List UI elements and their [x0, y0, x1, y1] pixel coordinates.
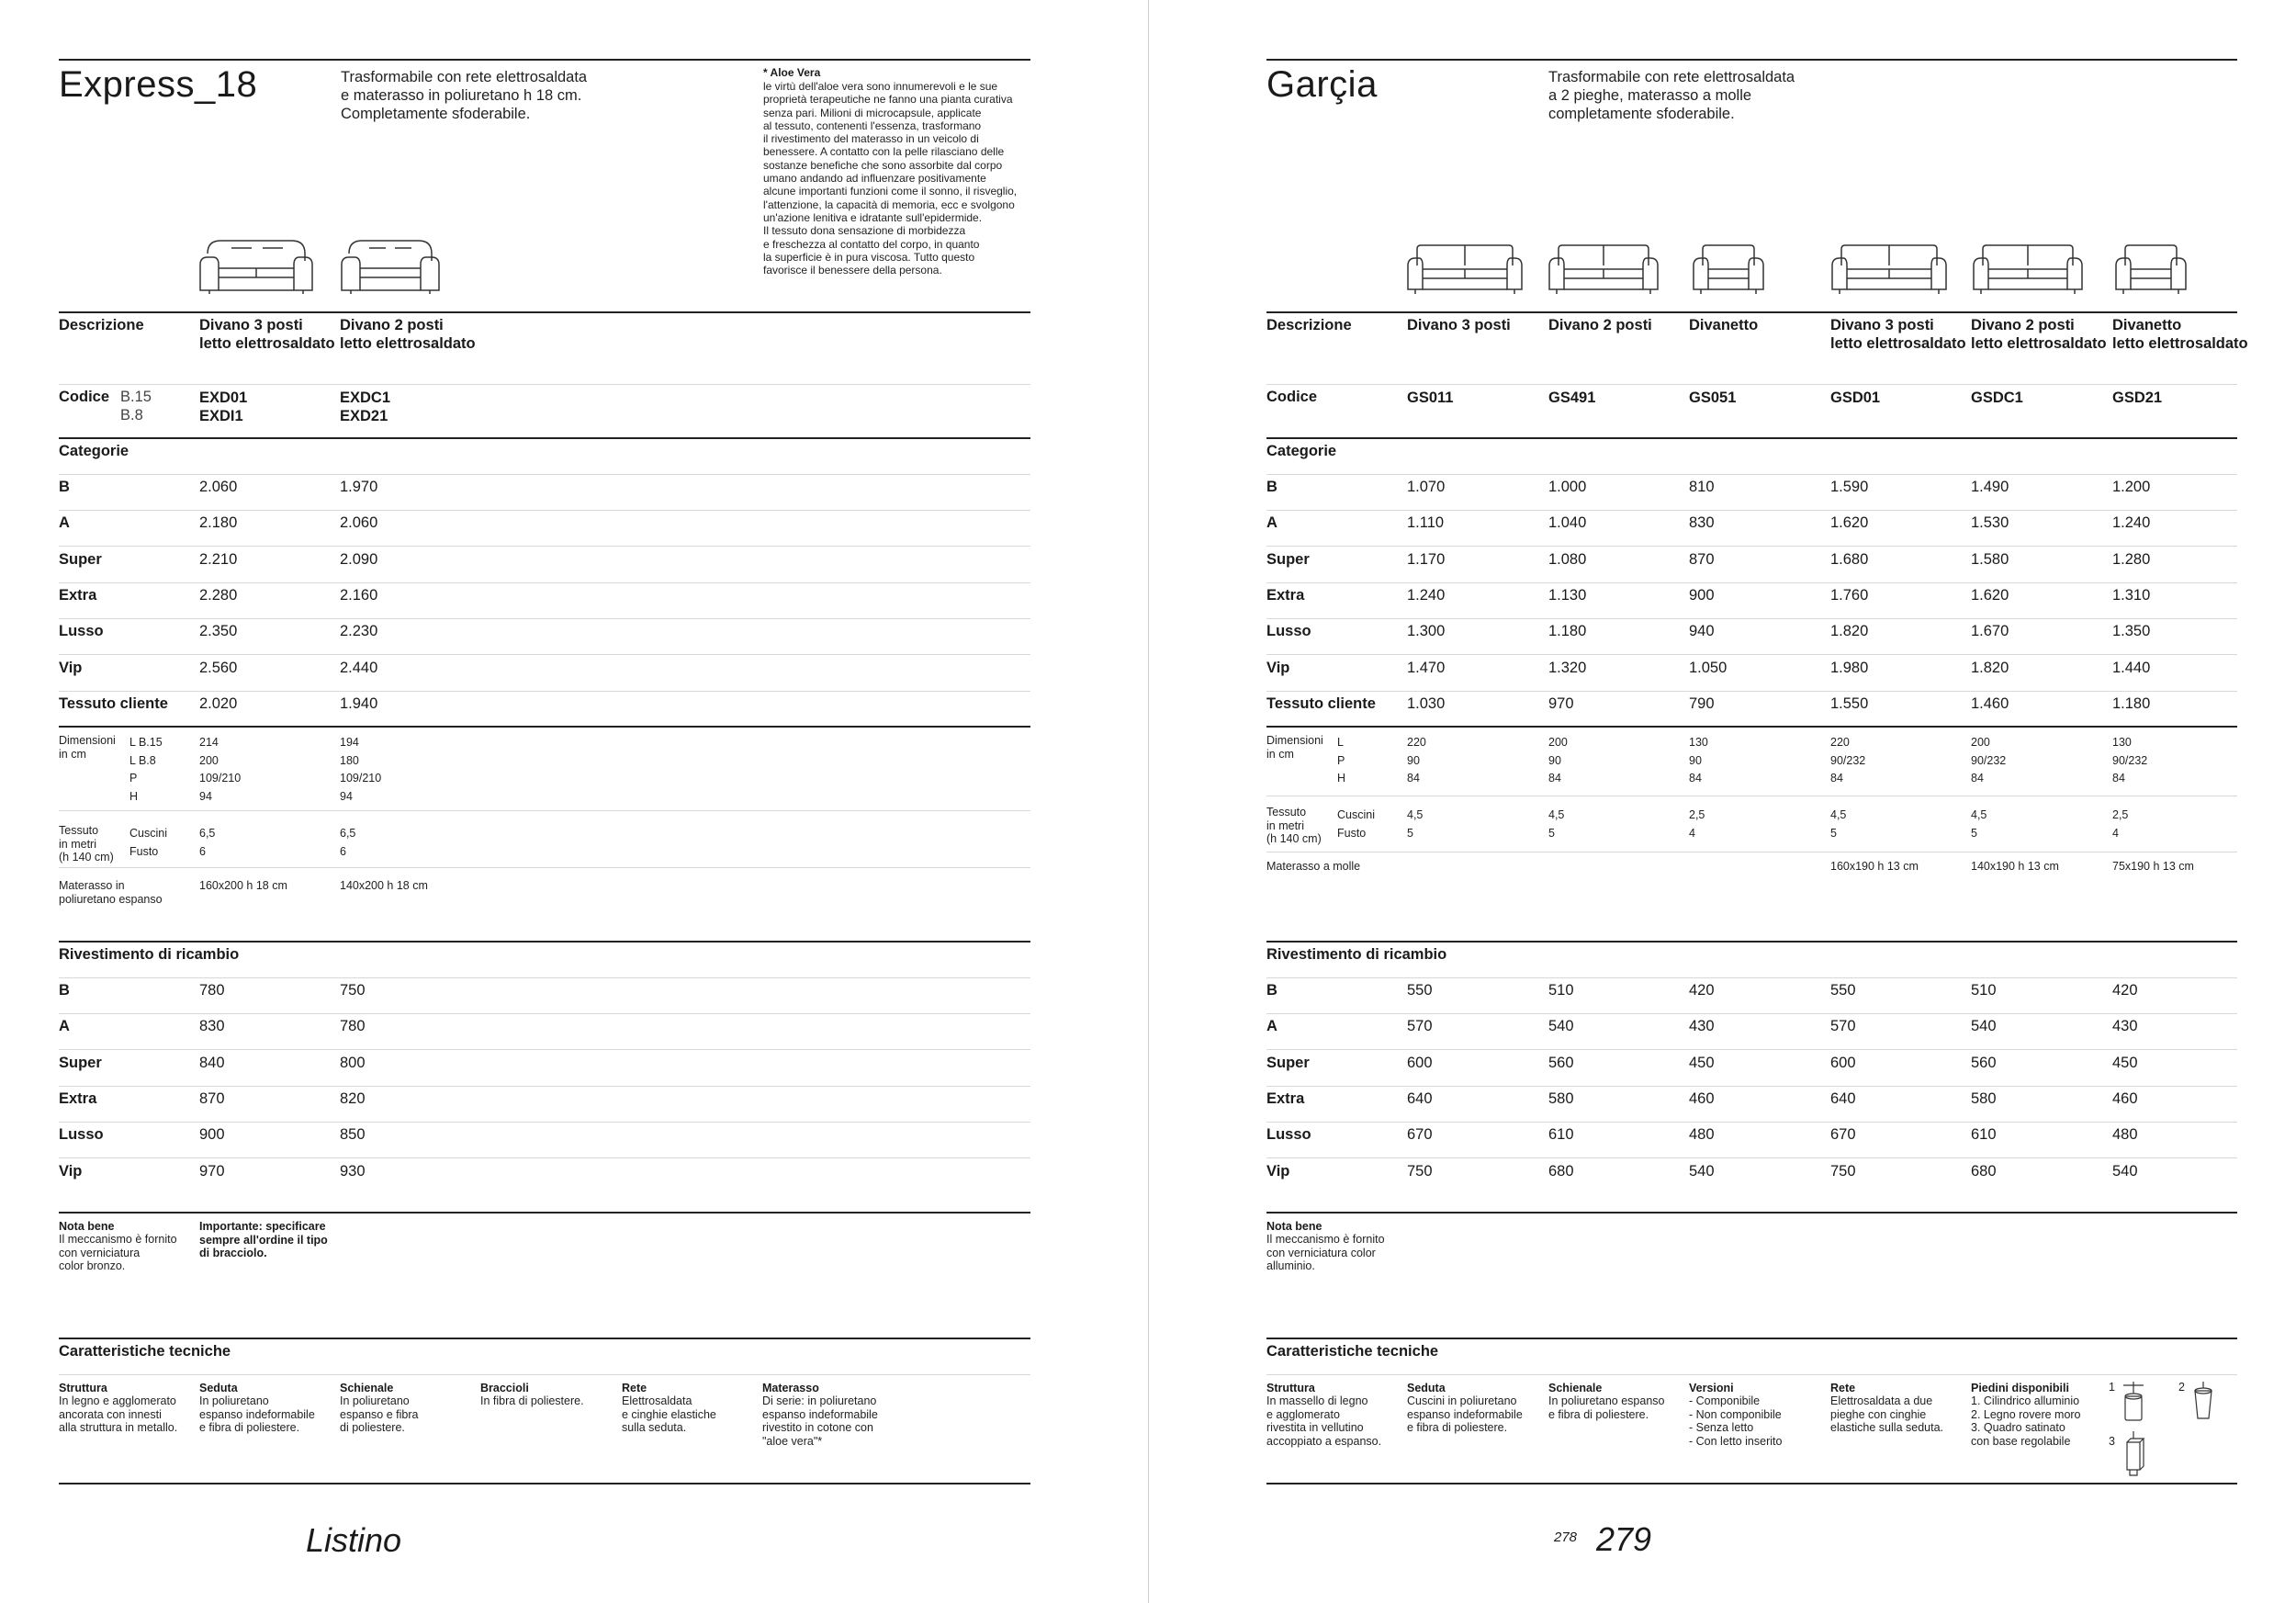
product-title: Express_18	[59, 64, 258, 105]
row-divider	[1266, 474, 2237, 475]
section-rule	[1266, 1338, 2237, 1339]
price-cell: 1.200	[2112, 479, 2151, 495]
price-cell: 420	[1689, 982, 1715, 999]
tech-title: Struttura	[1266, 1382, 1315, 1394]
column-header: Divanetto	[1689, 317, 1759, 333]
price-cell: 1.580	[1971, 550, 2009, 568]
price-cell: 900	[199, 1126, 225, 1144]
price-cell: 2.060	[340, 514, 378, 532]
category-label: A	[1266, 514, 1277, 532]
page-number-small: 278	[1554, 1530, 1578, 1545]
price-cell: 1.680	[1830, 550, 1869, 568]
price-cell: 510	[1971, 982, 1997, 999]
sofa-3-seat-icon	[198, 237, 314, 296]
price-cell: 750	[1830, 1162, 1856, 1180]
column-header: Divano 3 posti letto elettrosaldato	[1830, 317, 1966, 352]
price-cell: 460	[1689, 1089, 1715, 1107]
price-cell: 540	[1548, 1018, 1574, 1035]
sofa-2-seat-icon	[340, 237, 441, 296]
row-divider	[59, 582, 1030, 583]
cylindrical-foot-icon	[2122, 1378, 2145, 1426]
price-cell: 1.300	[1407, 623, 1446, 640]
codice-label: Codice	[59, 389, 110, 405]
price-cell: 430	[2112, 1018, 2138, 1035]
price-cell: 1.080	[1548, 550, 1587, 568]
price-cell: 1.980	[1830, 659, 1869, 676]
sofa-bed-2-seat-front-icon	[1972, 242, 2084, 297]
price-cell: 560	[1548, 1054, 1574, 1071]
price-cell: 850	[340, 1126, 366, 1144]
price-cell: 2.280	[199, 586, 238, 604]
product-code: EXDC1 EXD21	[340, 389, 391, 424]
note-text: Il meccanismo è fornito con verniciatura color alluminio.	[1266, 1233, 1385, 1272]
dimensions-values: 214 200 109/210 94	[199, 736, 242, 803]
price-cell: 2.060	[199, 479, 238, 495]
row-divider	[59, 1013, 1030, 1014]
price-cell: 1.760	[1830, 586, 1869, 604]
price-cell: 1.970	[340, 479, 378, 495]
tech-text: Cuscini in poliuretano espanso indeformabile e fibra di poliestere.	[1407, 1394, 1523, 1434]
category-label: Extra	[1266, 1089, 1305, 1107]
row-divider	[1266, 510, 2237, 511]
mattress-label: Materasso a molle	[1266, 860, 1361, 873]
categorie-label: Categorie	[1266, 443, 1337, 459]
tech-label: Caratteristiche tecniche	[59, 1343, 231, 1360]
categorie-label: Categorie	[59, 443, 129, 459]
product-code: EXD01 EXDI1	[199, 389, 248, 424]
row-divider	[1266, 582, 2237, 583]
category-label: B	[59, 479, 70, 495]
row-divider	[1266, 1157, 2237, 1158]
sofa-3-seat-front-icon	[1406, 242, 1524, 297]
category-label: Extra	[59, 586, 97, 604]
dimensions-label: Dimensioni in cm	[59, 734, 116, 761]
replacement-cover-label: Rivestimento di ricambio	[59, 946, 240, 963]
fabric-sub: Cuscini Fusto	[129, 827, 167, 858]
price-cell: 1.170	[1407, 550, 1446, 568]
price-cell: 1.440	[2112, 659, 2151, 676]
tech-title: Schienale	[1548, 1382, 1603, 1394]
section-rule	[1266, 1212, 2237, 1214]
row-divider	[1266, 1374, 2237, 1375]
tech-label: Caratteristiche tecniche	[1266, 1343, 1439, 1360]
foot-number: 3	[2109, 1435, 2115, 1448]
tech-text: In legno e agglomerato ancorata con innesti alla struttura in metallo.	[59, 1394, 178, 1434]
price-cell: 1.620	[1830, 514, 1869, 532]
codice-sub: B.8	[120, 407, 143, 423]
section-rule	[59, 941, 1030, 943]
column-header: Divano 3 posti	[1407, 317, 1511, 333]
price-cell: 780	[340, 1018, 366, 1035]
price-cell: 2.020	[199, 694, 238, 712]
price-cell: 1.310	[2112, 586, 2151, 604]
square-foot-icon	[2122, 1429, 2145, 1479]
price-cell: 540	[1689, 1162, 1715, 1180]
tech-text: In poliuretano espanso indeformabile e fibra di poliestere.	[199, 1394, 315, 1434]
price-cell: 480	[1689, 1126, 1715, 1144]
price-cell: 2.230	[340, 623, 378, 640]
price-cell: 1.070	[1407, 479, 1446, 495]
row-divider	[1266, 1122, 2237, 1123]
price-cell: 460	[2112, 1089, 2138, 1107]
price-cell: 970	[1548, 694, 1574, 712]
category-label: Extra	[59, 1089, 97, 1107]
foot-number: 2	[2178, 1381, 2185, 1394]
price-cell: 2.210	[199, 550, 238, 568]
tech-title: Braccioli	[480, 1382, 529, 1394]
dimensions-value: 130 90 84	[1689, 736, 1708, 785]
row-divider	[1266, 1013, 2237, 1014]
price-cell: 940	[1689, 623, 1715, 640]
price-cell: 680	[1971, 1162, 1997, 1180]
product-code: GSDC1	[1971, 389, 2023, 406]
dimensions-value: 200 90/232 84	[1971, 736, 2007, 785]
section-rule	[1266, 437, 2237, 439]
price-cell: 1.670	[1971, 623, 2009, 640]
row-divider	[1266, 1086, 2237, 1087]
product-code: GSD21	[2112, 389, 2163, 406]
price-cell: 540	[1971, 1018, 1997, 1035]
price-cell: 1.240	[2112, 514, 2151, 532]
fabric-sub: Cuscini Fusto	[1337, 808, 1375, 840]
price-cell: 570	[1830, 1018, 1856, 1035]
category-label: Lusso	[1266, 623, 1311, 640]
codice-sub: B.15	[120, 389, 152, 405]
row-divider	[1266, 384, 2237, 385]
tech-title: Seduta	[199, 1382, 238, 1394]
column-header: Divanetto letto elettrosaldato	[2112, 317, 2248, 352]
price-cell: 840	[199, 1054, 225, 1071]
dimensions-value: 200 90 84	[1548, 736, 1568, 785]
page-number: 279	[1596, 1520, 1652, 1558]
tech-text: Elettrosaldata e cinghie elastiche sulla seduta.	[622, 1394, 716, 1434]
price-cell: 570	[1407, 1018, 1433, 1035]
mattress-value: 160x200 h 18 cm	[199, 879, 287, 892]
category-label: Vip	[1266, 659, 1290, 676]
tech-title: Materasso	[762, 1382, 819, 1394]
row-divider	[59, 977, 1030, 978]
category-label: Tessuto cliente	[1266, 694, 1376, 712]
section-rule	[59, 1212, 1030, 1214]
footer-listino: Listino	[306, 1521, 402, 1559]
price-cell: 430	[1689, 1018, 1715, 1035]
price-cell: 1.620	[1971, 586, 2009, 604]
price-cell: 1.590	[1830, 479, 1869, 495]
price-cell: 2.180	[199, 514, 238, 532]
row-divider	[1266, 1049, 2237, 1050]
tech-text: Di serie: in poliuretano espanso indeformabile rivestito in cotone con "aloe vera"*	[762, 1394, 878, 1448]
category-label: Tessuto cliente	[59, 694, 168, 712]
row-divider	[59, 618, 1030, 619]
row-divider	[59, 867, 1030, 868]
price-cell: 670	[1407, 1126, 1433, 1144]
column-header: Divano 2 posti	[1548, 317, 1652, 333]
price-cell: 1.490	[1971, 479, 2009, 495]
price-cell: 450	[1689, 1054, 1715, 1071]
price-cell: 2.440	[340, 659, 378, 676]
category-label: Vip	[59, 1162, 83, 1180]
price-cell: 750	[340, 982, 366, 999]
row-divider	[1266, 546, 2237, 547]
price-cell: 420	[2112, 982, 2138, 999]
price-cell: 550	[1407, 982, 1433, 999]
price-cell: 1.180	[2112, 694, 2151, 712]
tech-title: Versioni	[1689, 1382, 1734, 1394]
top-rule	[59, 59, 1030, 61]
row-divider	[59, 691, 1030, 692]
dimensions-values: 194 180 109/210 94	[340, 736, 382, 803]
tech-text: - Componibile - Non componibile - Senza letto - Con letto inserito	[1689, 1394, 1783, 1448]
column-header: Divano 2 posti letto elettrosaldato	[1971, 317, 2107, 352]
page-spine	[1148, 0, 1149, 1603]
price-cell: 560	[1971, 1054, 1997, 1071]
row-divider	[59, 384, 1030, 385]
price-cell: 1.940	[340, 694, 378, 712]
price-cell: 1.240	[1407, 586, 1446, 604]
category-label: Vip	[1266, 1162, 1290, 1180]
fabric-value: 2,5 4	[1689, 808, 1705, 840]
price-cell: 2.560	[199, 659, 238, 676]
mattress-label: Materasso in poliuretano espanso	[59, 879, 163, 906]
fabric-value: 4,5 5	[1407, 808, 1424, 840]
foot-number: 1	[2109, 1381, 2115, 1394]
row-divider	[59, 1157, 1030, 1158]
row-divider	[1266, 654, 2237, 655]
row-divider	[59, 546, 1030, 547]
price-cell: 930	[340, 1162, 366, 1180]
descrizione-label: Descrizione	[1266, 317, 1352, 333]
row-divider	[1266, 977, 2237, 978]
header-rule	[1266, 311, 2237, 313]
tech-title: Rete	[1830, 1382, 1856, 1394]
price-cell: 970	[199, 1162, 225, 1180]
category-label: Super	[59, 550, 102, 568]
row-divider	[59, 1374, 1030, 1375]
note-text: Il meccanismo è fornito con verniciatura color bronzo.	[59, 1233, 177, 1272]
category-label: B	[59, 982, 70, 999]
price-cell: 1.550	[1830, 694, 1869, 712]
category-label: A	[59, 1018, 70, 1035]
sofa-bed-3-seat-front-icon	[1830, 242, 1948, 297]
price-cell: 900	[1689, 586, 1715, 604]
mattress-value: 140x190 h 13 cm	[1971, 860, 2059, 873]
price-cell: 1.130	[1548, 586, 1587, 604]
fabric-value: 4,5 5	[1830, 808, 1847, 840]
mattress-value: 160x190 h 13 cm	[1830, 860, 1919, 873]
price-cell: 1.180	[1548, 623, 1587, 640]
section-rule	[59, 1338, 1030, 1339]
price-cell: 1.820	[1971, 659, 2009, 676]
price-cell: 800	[340, 1054, 366, 1071]
price-cell: 870	[1689, 550, 1715, 568]
category-label: B	[1266, 479, 1277, 495]
tech-text: 1. Cilindrico alluminio 2. Legno rovere moro 3. Quadro satinato con base regolabile	[1971, 1394, 2081, 1448]
section-rule	[1266, 941, 2237, 943]
mattress-value: 75x190 h 13 cm	[2112, 860, 2194, 873]
price-cell: 1.350	[2112, 623, 2151, 640]
header-rule	[59, 311, 1030, 313]
price-cell: 600	[1407, 1054, 1433, 1071]
price-cell: 750	[1407, 1162, 1433, 1180]
price-cell: 1.110	[1407, 514, 1445, 532]
price-cell: 600	[1830, 1054, 1856, 1071]
section-rule	[59, 726, 1030, 728]
price-cell: 2.160	[340, 586, 378, 604]
armchair-bed-front-icon	[2114, 242, 2188, 297]
column-header: Divano 3 posti letto elettrosaldato	[199, 317, 335, 352]
row-divider	[1266, 618, 2237, 619]
price-cell: 580	[1548, 1089, 1574, 1107]
wooden-foot-icon	[2191, 1378, 2215, 1426]
price-cell: 550	[1830, 982, 1856, 999]
tech-text: In poliuretano espanso e fibra di poliestere.	[1548, 1394, 1665, 1421]
tech-text: In poliuretano espanso e fibra di poliestere.	[340, 1394, 419, 1434]
product-intro: Trasformabile con rete elettrosaldata a 2 pieghe, materasso a molle completamente sfoderabile.	[1548, 69, 1795, 122]
tech-title: Piedini disponibili	[1971, 1382, 2069, 1394]
sofa-2-seat-front-icon	[1548, 242, 1660, 297]
fabric-label: Tessuto in metri (h 140 cm)	[59, 824, 114, 864]
price-cell: 780	[199, 982, 225, 999]
top-rule	[1266, 59, 2237, 61]
price-cell: 1.000	[1548, 479, 1587, 495]
price-cell: 810	[1689, 479, 1715, 495]
row-divider	[59, 1086, 1030, 1087]
row-divider	[59, 1122, 1030, 1123]
bottom-rule	[1266, 1483, 2237, 1484]
dimensions-sub: L B.15 L B.8 P H	[129, 736, 163, 803]
price-cell: 1.050	[1689, 659, 1728, 676]
price-cell: 790	[1689, 694, 1715, 712]
category-label: Vip	[59, 659, 83, 676]
fabric-value: 4,5 5	[1548, 808, 1565, 840]
price-cell: 830	[1689, 514, 1715, 532]
replacement-cover-label: Rivestimento di ricambio	[1266, 946, 1447, 963]
price-cell: 580	[1971, 1089, 1997, 1107]
price-cell: 1.030	[1407, 694, 1446, 712]
fabric-value: 2,5 4	[2112, 808, 2129, 840]
price-cell: 540	[2112, 1162, 2138, 1180]
dimensions-value: 220 90 84	[1407, 736, 1426, 785]
price-cell: 450	[2112, 1054, 2138, 1071]
price-cell: 1.040	[1548, 514, 1587, 532]
section-rule	[1266, 726, 2237, 728]
category-label: Lusso	[59, 1126, 104, 1144]
product-code: GS011	[1407, 389, 1454, 406]
armchair-front-icon	[1692, 242, 1765, 297]
price-cell: 640	[1407, 1089, 1433, 1107]
bottom-rule	[59, 1483, 1030, 1484]
tech-title: Schienale	[340, 1382, 394, 1394]
dimensions-sub: L P H	[1337, 736, 1346, 785]
descrizione-label: Descrizione	[59, 317, 144, 333]
note-title: Nota bene	[1266, 1220, 1322, 1233]
price-cell: 870	[199, 1089, 225, 1107]
category-label: Super	[1266, 1054, 1310, 1071]
category-label: Super	[1266, 550, 1310, 568]
price-cell: 670	[1830, 1126, 1856, 1144]
category-label: Lusso	[59, 623, 104, 640]
price-cell: 820	[340, 1089, 366, 1107]
price-cell: 2.350	[199, 623, 238, 640]
price-cell: 610	[1548, 1126, 1574, 1144]
price-cell: 680	[1548, 1162, 1574, 1180]
codice-label: Codice	[1266, 389, 1318, 405]
category-label: Extra	[1266, 586, 1305, 604]
aloe-title: * Aloe Vera	[763, 66, 821, 79]
product-code: GS491	[1548, 389, 1596, 406]
price-cell: 480	[2112, 1126, 2138, 1144]
category-label: Super	[59, 1054, 102, 1071]
price-cell: 1.530	[1971, 514, 2009, 532]
tech-title: Seduta	[1407, 1382, 1446, 1394]
price-cell: 510	[1548, 982, 1574, 999]
tech-text: In fibra di poliestere.	[480, 1394, 584, 1407]
row-divider	[59, 474, 1030, 475]
mattress-value: 140x200 h 18 cm	[340, 879, 428, 892]
dimensions-value: 130 90/232 84	[2112, 736, 2148, 785]
note-title: Nota bene	[59, 1220, 115, 1233]
price-cell: 1.820	[1830, 623, 1869, 640]
price-cell: 2.090	[340, 550, 378, 568]
dimensions-value: 220 90/232 84	[1830, 736, 1866, 785]
category-label: B	[1266, 982, 1277, 999]
section-rule	[59, 437, 1030, 439]
important-note: Importante: specificare sempre all'ordine il tipo di bracciolo.	[199, 1220, 328, 1259]
price-cell: 1.320	[1548, 659, 1587, 676]
fabric-value: 4,5 5	[1971, 808, 1987, 840]
tech-text: Elettrosaldata a due pieghe con cinghie elastiche sulla seduta.	[1830, 1394, 1943, 1434]
price-cell: 1.460	[1971, 694, 2009, 712]
fabric-label: Tessuto in metri (h 140 cm)	[1266, 806, 1322, 845]
category-label: Lusso	[1266, 1126, 1311, 1144]
tech-title: Rete	[622, 1382, 647, 1394]
price-cell: 610	[1971, 1126, 1997, 1144]
column-header: Divano 2 posti letto elettrosaldato	[340, 317, 476, 352]
tech-text: In massello di legno e agglomerato rivestita in vellutino accoppiato a espanso.	[1266, 1394, 1382, 1448]
row-divider	[59, 1049, 1030, 1050]
price-cell: 1.280	[2112, 550, 2151, 568]
dimensions-label: Dimensioni in cm	[1266, 734, 1323, 761]
aloe-text: le virtù dell'aloe vera sono innumerevoli e le sue proprietà terapeutiche ne fanno una pianta curativa senza pari. Milioni di microcapsule, applicate al tessuto, contenenti l'essenza, trasformano il rivestimento del materasso in un veicolo di benessere. A contatto con la pelle rilasciano delle sostanze benefiche che sono assorbite dal corpo umano andando ad influenzare positivamente alcune importanti funzioni come il sonno, il risveglio, l'attenzione, la capacità di memoria, ecc e svolgono un'azione lenitiva e idratante sull'epidermide. Il tessuto dona sensazione di morbidezza e freschezza al contatto del corpo, in quanto la superficie è in pura viscosa. Tutto questo favorisce il benessere della persona.	[763, 80, 1018, 277]
category-label: A	[1266, 1018, 1277, 1035]
category-label: A	[59, 514, 70, 532]
row-divider	[59, 810, 1030, 811]
price-cell: 1.470	[1407, 659, 1446, 676]
price-cell: 830	[199, 1018, 225, 1035]
row-divider	[59, 654, 1030, 655]
row-divider	[1266, 691, 2237, 692]
tech-title: Struttura	[59, 1382, 107, 1394]
product-code: GSD01	[1830, 389, 1881, 406]
fabric-values: 6,5 6	[340, 827, 356, 858]
product-code: GS051	[1689, 389, 1737, 406]
product-title: Garçia	[1266, 64, 1378, 105]
fabric-values: 6,5 6	[199, 827, 216, 858]
row-divider	[59, 510, 1030, 511]
price-cell: 640	[1830, 1089, 1856, 1107]
product-intro: Trasformabile con rete elettrosaldata e materasso in poliuretano h 18 cm. Completamente sfoderabile.	[341, 69, 588, 122]
